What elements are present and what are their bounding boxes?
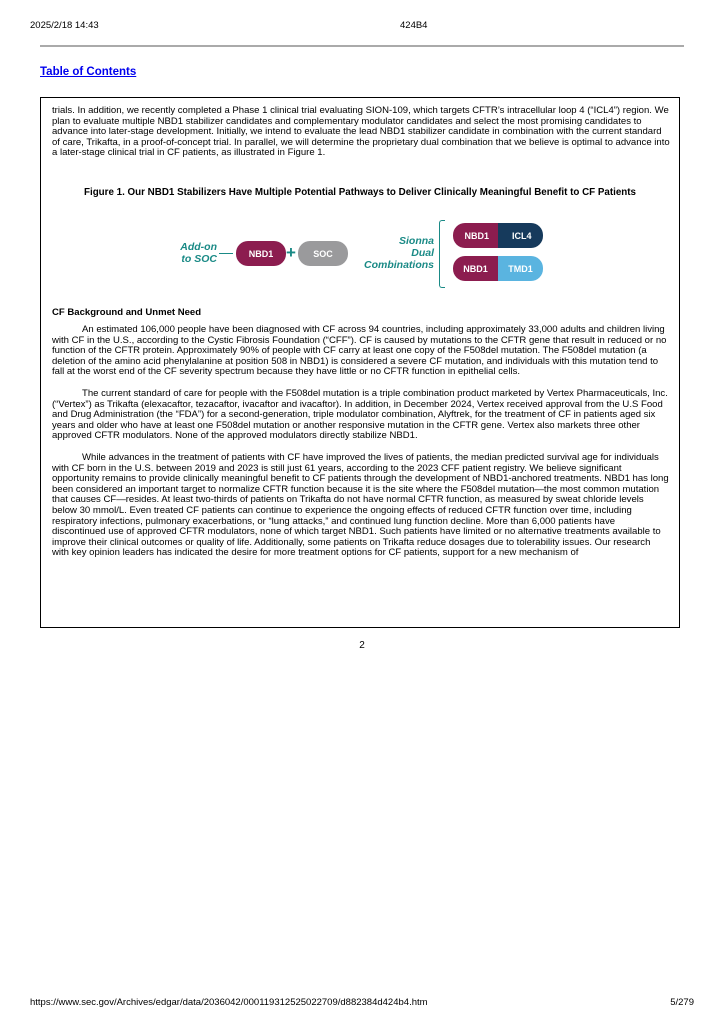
section-heading: CF Background and Unmet Need xyxy=(52,307,202,318)
icl4-label: ICL4 xyxy=(511,230,532,241)
table-of-contents-link[interactable]: Table of Contents xyxy=(40,66,137,78)
addon-label-line2: to SOC xyxy=(181,253,217,265)
figure-title: Figure 1. Our NBD1 Stabilizers Have Multiple Potential Pathways to Deliver Clinically Meaningful Benefit to CF Patients xyxy=(83,187,636,198)
footer-url: https://www.sec.gov/Archives/edgar/data/2036042/000119312525022709/d882384d424b4.htm xyxy=(30,997,428,1008)
sionna-label-line3: Combinations xyxy=(364,259,434,271)
intro-paragraph xyxy=(52,106,670,159)
content-box xyxy=(40,97,680,628)
sionna-label xyxy=(341,235,434,271)
bracket xyxy=(439,220,445,288)
sionna-label-line1: Sionna xyxy=(398,235,434,247)
addon-label-line1: Add-on xyxy=(180,241,217,253)
print-datetime: 2025/2/18 14:43 xyxy=(30,20,99,31)
intro-text: trials. In addition, we recently completed a Phase 1 clinical trial evaluating SION-109, which targets CFTR’s intracellular loop 4 (“ICL4”) region. We plan to evaluate multiple NBD1 stabilizer candidates and complementary modulator candidates and select the most promising candidates to advance into later-stage development. Initially, we intend to evaluate the lead NBD1 stabilizer candidate in combination with the current standard of care, Trikafta, in a proof-of-concept trial. In parallel, we will determine the proprietary dual combination that we believe is optimal to advance into a later-stage clinical trial in CF patients, as illustrated in Figure 1. xyxy=(52,105,670,159)
nbd1-tmd1-pill xyxy=(453,256,543,281)
nbd1-icl4-pill xyxy=(453,223,543,248)
sionna-label-line2: Dual xyxy=(411,247,434,259)
footer-page: 5/279 xyxy=(670,997,694,1008)
arrow-icon xyxy=(219,253,233,254)
paragraph: While advances in the treatment of patients with CF have improved the lives of patients, the median predicted survival age for individuals with CF born in the U.S. between 2019 and 2023 is still just 61 years, according to the 2023 CFF patient registry. We believe significant opportunity remains to provide clinically meaningful benefit to CF patients through the development of NBD1-anchored treatments. NBD1 has long been considered an important target to normalize CFTR function because it is the site where the F508del mutation—the most common mutation that causes CF—resides. At least two-thirds of patients on Trikafta do not have normal CFTR function, as measured by sweat chloride levels below 30 mmol/L. Even treated CF patients can continue to experience the ongoing effects of reduced CFTR function over time, including respiratory infections, pulmonary exacerbations, or “lung attacks,” and continued lung function decline. More than 6,000 patients have discontinued use of approved CFTR modulators, none of which target NBD1. Such patients have limited or no alternative treatments available to improve their clinical outcomes or quality of life. Additionally, some patients on Trikafta reduce dosages due to tolerability issues. Our research with key opinion leaders has indicated the desire for more treatment options for CF patients, support for a new mechanism of xyxy=(52,451,669,559)
nbd1-pill: NBD1 xyxy=(236,241,286,266)
nbd1-label: NBD1 xyxy=(463,263,488,274)
page-number: 2 xyxy=(359,640,365,651)
plus-icon: + xyxy=(286,243,296,262)
paragraph: The current standard of care for people with the F508del mutation is a triple combination product marketed by Vertex Pharmaceuticals, Inc. (“Vertex”) as Trikafta (elexacaftor, tezacaftor, ivacaftor and ivacaftor). In addition, in December 2024, Vertex received approval from the U.S Food and Drug Administration (the “FDA”) for a second-generation, triple modulator combination, Alyftrek, for the treatment of CF in patients aged six years and older who have at least one F508del mutation or another responsive mutation in the CFTR gene. Vertex also markets three other approved CFTR modulators. None of the approved modulators directly stabilize NBD1. xyxy=(52,387,668,442)
addon-label xyxy=(179,241,217,265)
paragraph: An estimated 106,000 people have been diagnosed with CF across 94 countries, including approximately 33,000 adults and children living with CF in the U.S., according to the Cystic Fibrosis Foundation (“CFF”). CF is caused by mutations to the CFTR gene that result in reduced or no function of the CFTR protein. Approximately 90% of people with CF carry at least one copy of the F508del mutation. The F508del mutation (a deletion of the amino acid phenylalanine at position 508 in NBD1) is considered a severe CF mutation, and individuals with this mutation tend to fall at the worst end of the CF severity spectrum because they have little or no CFTR function in epithelial cells. xyxy=(52,324,667,378)
print-title: 424B4 xyxy=(400,20,428,31)
soc-pill: SOC xyxy=(298,241,348,266)
tmd1-label: TMD1 xyxy=(508,263,533,274)
body-paragraphs xyxy=(52,325,670,559)
header-divider xyxy=(40,45,684,47)
nbd1-label: NBD1 xyxy=(464,230,489,241)
figure-diagram xyxy=(41,218,679,288)
